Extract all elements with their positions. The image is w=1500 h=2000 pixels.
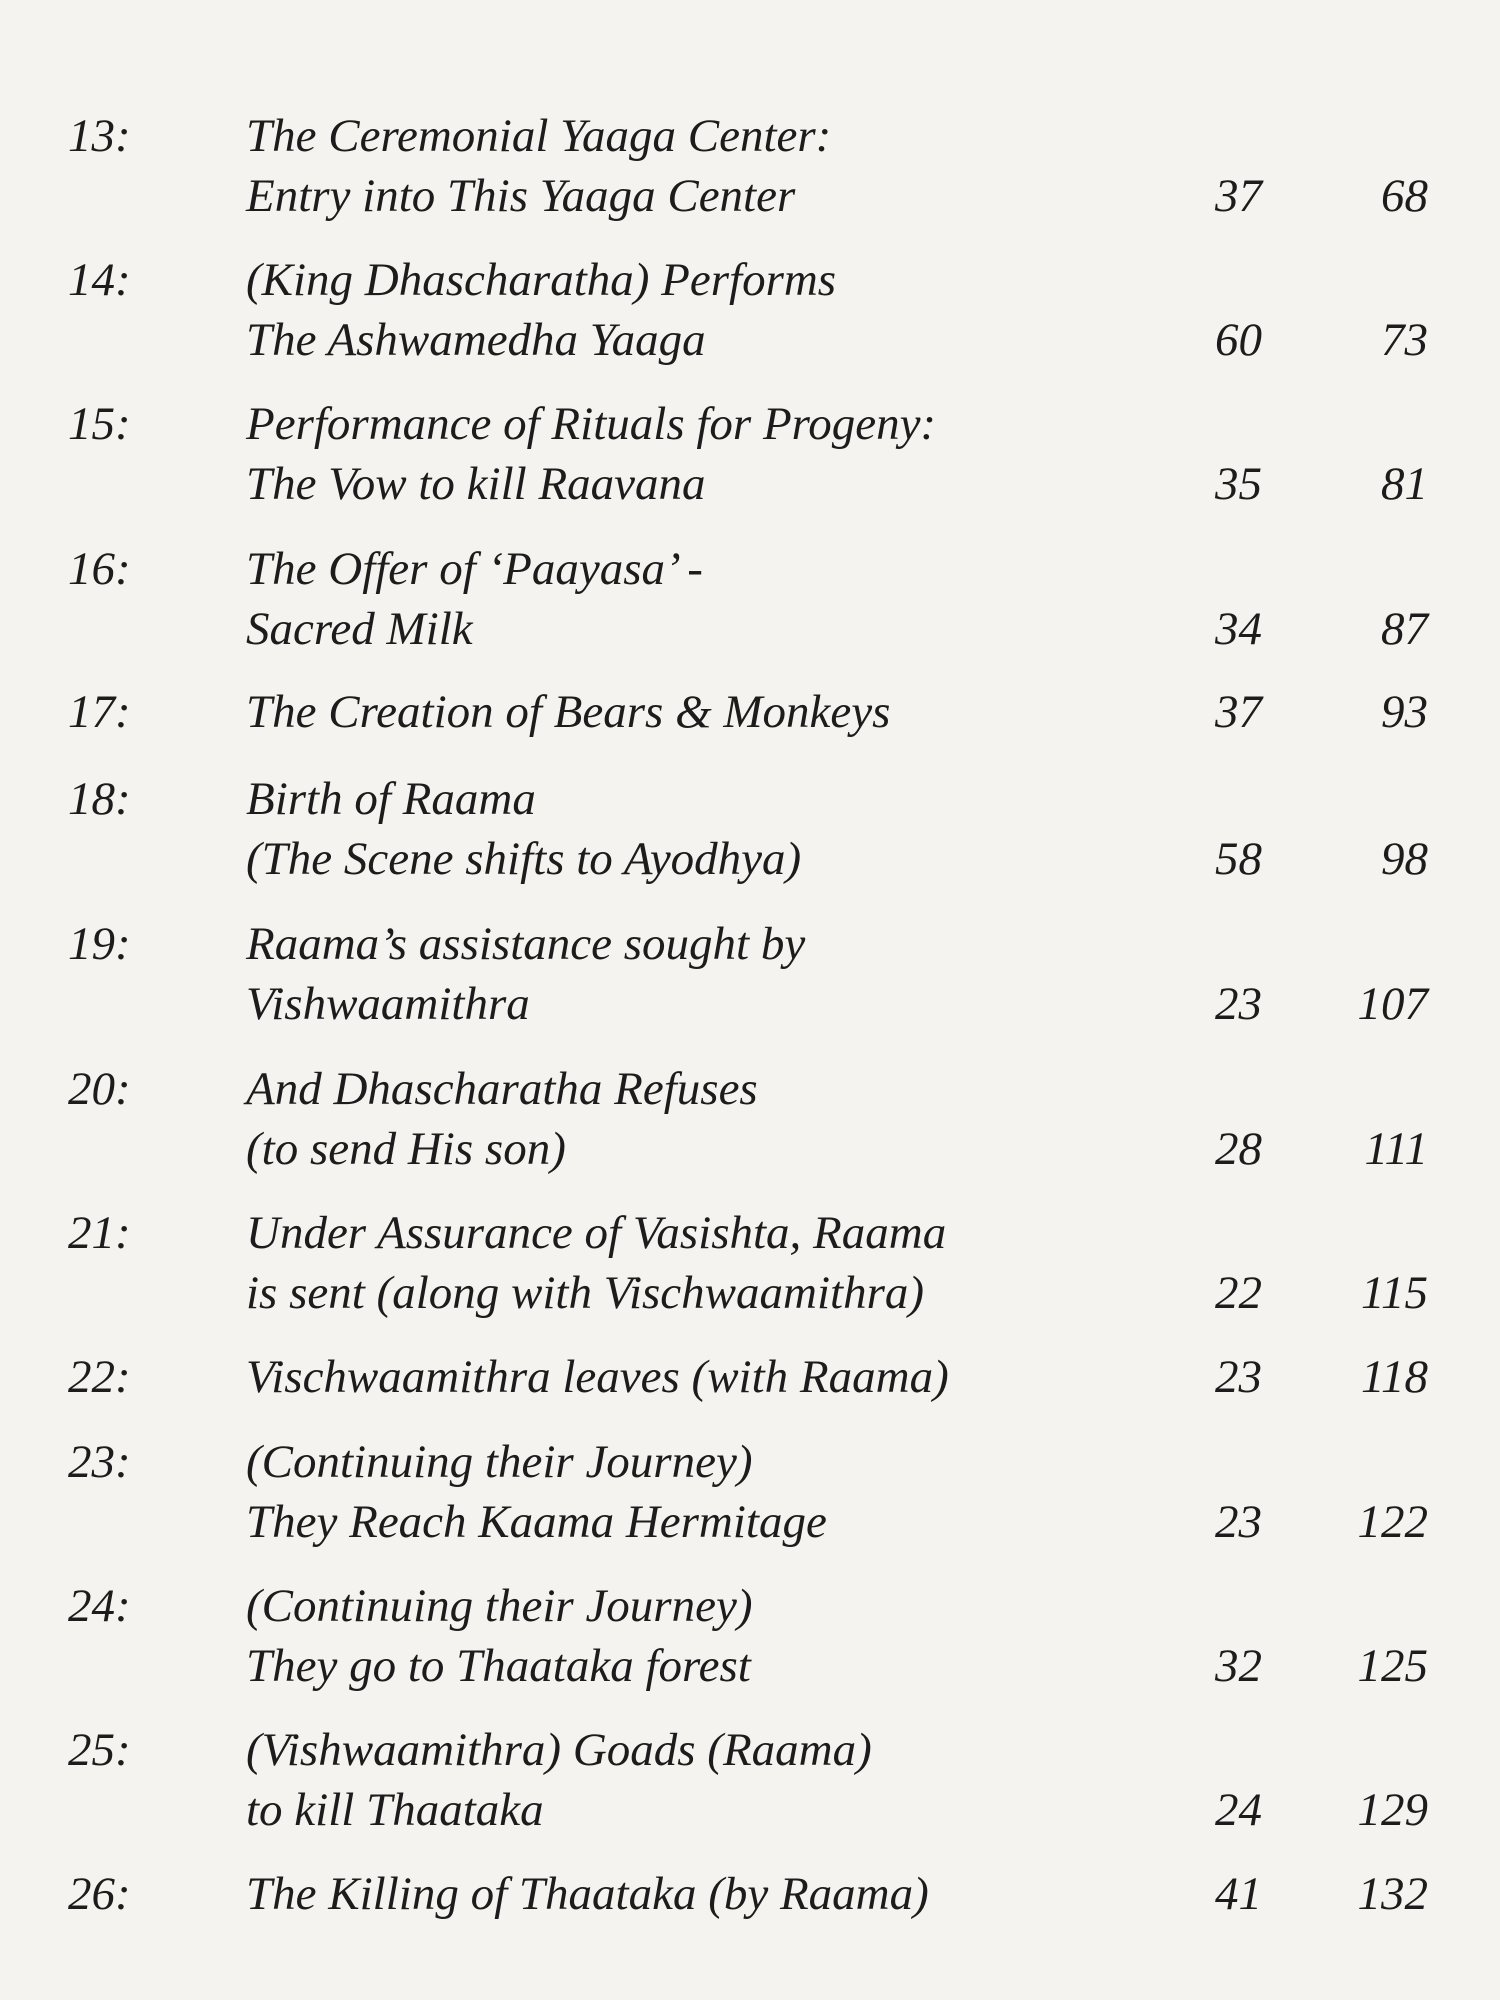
chapter-title-line: They go to Thaataka forest xyxy=(246,1640,751,1692)
chapter-number: 13: xyxy=(68,110,131,162)
start-page: 125 xyxy=(1357,1640,1428,1692)
chapter-title-line: Under Assurance of Vasishta, Raama xyxy=(246,1207,947,1259)
chapter-title-line: Performance of Rituals for Progeny: xyxy=(246,398,937,450)
page-count: 22 xyxy=(1215,1267,1262,1319)
page-count: 60 xyxy=(1215,314,1262,366)
page-count: 35 xyxy=(1215,458,1262,510)
start-page: 115 xyxy=(1360,1267,1428,1319)
chapter-title-line: (Continuing their Journey) xyxy=(246,1436,753,1488)
chapter-title-line: (to send His son) xyxy=(246,1123,566,1175)
chapter-title-line: Birth of Raama xyxy=(246,773,536,825)
chapter-title-line: The Ceremonial Yaaga Center: xyxy=(246,110,832,162)
start-page: 129 xyxy=(1357,1784,1428,1836)
start-page: 111 xyxy=(1364,1123,1428,1175)
chapter-title-line: is sent (along with Vischwaamithra) xyxy=(246,1267,925,1319)
start-page: 98 xyxy=(1381,833,1428,885)
page-count: 37 xyxy=(1215,170,1262,222)
chapter-number: 15: xyxy=(68,398,131,450)
chapter-title-line: The Vow to kill Raavana xyxy=(246,458,706,510)
chapter-title-line: The Offer of ‘Paayasa’ - xyxy=(246,543,703,595)
chapter-title-line: to kill Thaataka xyxy=(246,1784,544,1836)
chapter-number: 23: xyxy=(68,1436,131,1488)
page-count: 37 xyxy=(1215,686,1262,738)
page-count: 24 xyxy=(1215,1784,1262,1836)
chapter-title-line: The Killing of Thaataka (by Raama) xyxy=(246,1868,929,1920)
page-count: 41 xyxy=(1215,1868,1262,1920)
chapter-title-line: Entry into This Yaaga Center xyxy=(246,170,796,222)
page-count: 23 xyxy=(1215,1496,1262,1548)
chapter-number: 22: xyxy=(68,1351,131,1403)
chapter-title-line: (King Dhascharatha) Performs xyxy=(246,254,837,306)
chapter-title-line: (Vishwaamithra) Goads (Raama) xyxy=(246,1724,872,1776)
chapter-number: 17: xyxy=(68,686,131,738)
chapter-title-line: And Dhascharatha Refuses xyxy=(246,1063,758,1115)
page-count: 28 xyxy=(1215,1123,1262,1175)
page-count: 58 xyxy=(1215,833,1262,885)
start-page: 118 xyxy=(1360,1351,1428,1403)
chapter-title-line: The Creation of Bears & Monkeys xyxy=(246,686,891,738)
chapter-number: 16: xyxy=(68,543,131,595)
chapter-number: 19: xyxy=(68,918,131,970)
chapter-number: 14: xyxy=(68,254,131,306)
chapter-title-line: Sacred Milk xyxy=(246,603,473,655)
chapter-title-line: Vischwaamithra leaves (with Raama) xyxy=(246,1351,949,1403)
page-count: 23 xyxy=(1215,1351,1262,1403)
page-count: 34 xyxy=(1215,603,1262,655)
start-page: 68 xyxy=(1381,170,1428,222)
page-count: 32 xyxy=(1215,1640,1262,1692)
chapter-title-line: (Continuing their Journey) xyxy=(246,1580,753,1632)
chapter-number: 24: xyxy=(68,1580,131,1632)
page-count: 23 xyxy=(1215,978,1262,1030)
start-page: 73 xyxy=(1381,314,1428,366)
chapter-title-line: Raama’s assistance sought by xyxy=(246,918,806,970)
chapter-number: 26: xyxy=(68,1868,131,1920)
start-page: 93 xyxy=(1381,686,1428,738)
chapter-title-line: The Ashwamedha Yaaga xyxy=(246,314,706,366)
chapter-number: 25: xyxy=(68,1724,131,1776)
chapter-number: 18: xyxy=(68,773,131,825)
chapter-title-line: They Reach Kaama Hermitage xyxy=(246,1496,827,1548)
chapter-number: 21: xyxy=(68,1207,131,1259)
start-page: 132 xyxy=(1357,1868,1428,1920)
start-page: 81 xyxy=(1381,458,1428,510)
start-page: 122 xyxy=(1357,1496,1428,1548)
start-page: 107 xyxy=(1357,978,1428,1030)
chapter-number: 20: xyxy=(68,1063,131,1115)
chapter-title-line: (The Scene shifts to Ayodhya) xyxy=(246,833,802,885)
chapter-title-line: Vishwaamithra xyxy=(246,978,530,1030)
start-page: 87 xyxy=(1381,603,1428,655)
